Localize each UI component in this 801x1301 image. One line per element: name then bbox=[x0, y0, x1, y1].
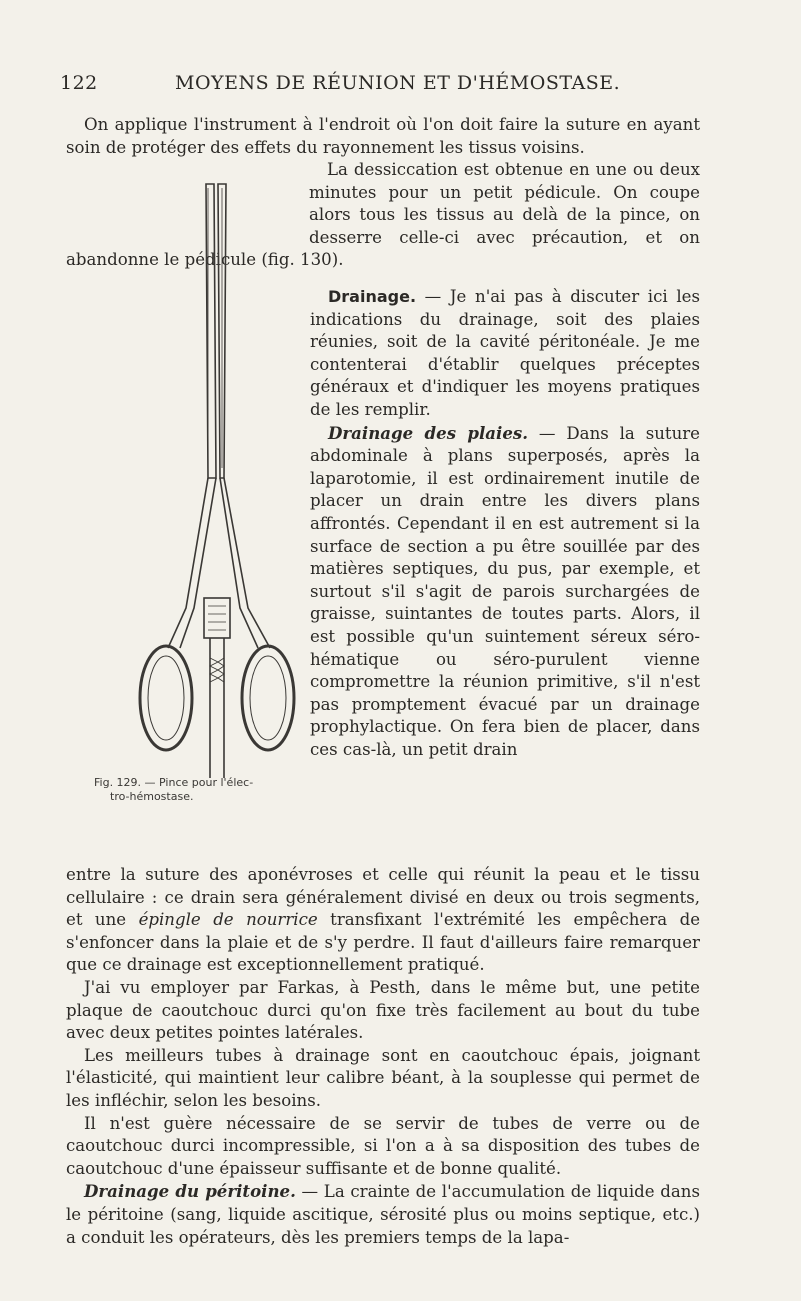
paragraph-continuation bbox=[66, 864, 700, 977]
bottom-text-block bbox=[66, 864, 700, 1249]
drainage-plaies-text: — Dans la suture abdominale à plans superposés, après la laparotomie, il est ordinairement inutile de placer un drain entre les divers plans affrontés. Cependant il en est autrement si la surface de section a pu être souillée par des matières septiques, du pus, par exemple, et surtout s'il s'agit de parois surchargées de graisse, suintantes de toutes parts. Alors, il est possible qu'un suintement séreux séro-hématique ou séro-purulent vienne compromettre la réunion primitive, s'il n'est pas promptement évacué par un drainage prophylactique. On fera bien de placer, dans ces cas-là, un petit drain bbox=[310, 423, 701, 759]
continuation-2: transfixant l'extrémité les empêchera de s'enfoncer dans la plaie et de s'y perdre. Il faut d'ailleurs faire remarquer que ce drainage est exceptionnellement pratiqué. bbox=[66, 910, 701, 975]
paragraph-application: On applique l'instrument à l'endroit où l'on doit faire la suture en ayant soin de protéger des effets du rayonnement les tissus voisins. bbox=[66, 115, 700, 157]
drainage-text: — Je n'ai pas à discuter ici les indications du drainage, soit des plaies réunies, soit de la cavité péritonéale. Je me contenterai d'établir quelques préceptes généraux et d'indiquer les moyens pratiques de les remplir. bbox=[310, 287, 700, 419]
figure-forceps bbox=[128, 178, 308, 778]
figure-caption bbox=[94, 776, 294, 804]
heading-drainage-peritoine: Drainage du péritoine. bbox=[84, 1181, 296, 1202]
paragraph-drainage-plaies bbox=[310, 422, 700, 762]
continuation-1: entre la suture des aponévroses et celle qui réunit la peau et le tissu cellulaire : ce drain sera généralement divisé en deux ou trois segments, et une bbox=[66, 865, 700, 930]
forceps-illustration-icon bbox=[128, 178, 308, 778]
caption-line-1: Fig. 129. — Pince pour l'élec- bbox=[94, 776, 254, 789]
peritoine-text: — La crainte de l'accumulation de liquide dans le péritoine (sang, liquide ascitique, sérosité plus ou moins septique, etc.) a conduit les opérateurs, dès les premiers temps de la lapa- bbox=[66, 1182, 700, 1247]
page-number: 122 bbox=[60, 72, 98, 94]
paragraph-dessiccation-visible: La dessiccation est obtenue en une ou deux minutes pour un petit pédicule. On coupe alors tous les tissus au delà de la pince, on desserre celle-ci avec précaution, et on abandonne le pédicule (fig. 130). bbox=[66, 160, 700, 270]
paragraph-farkas: J'ai vu employer par Farkas, à Pesth, dans le même but, une petite plaque de caoutchouc durci qu'on fixe très facilement au bout du tube avec deux petites pointes latérales. bbox=[66, 977, 700, 1043]
top-text-block bbox=[66, 114, 700, 159]
caption-line-2: tro-hémostase. bbox=[110, 790, 194, 803]
page-header bbox=[60, 72, 700, 100]
running-title: MOYENS DE RÉUNION ET D'HÉMOSTASE. bbox=[175, 72, 621, 94]
heading-drainage: Drainage. bbox=[328, 287, 417, 306]
paragraph-tubes: Les meilleurs tubes à drainage sont en caoutchouc épais, joignant l'élasticité, qui maintient leur calibre béant, à la souplesse qui permet de les infléchir, selon les besoins. bbox=[66, 1045, 700, 1110]
drainage-column bbox=[310, 286, 700, 761]
heading-drainage-plaies: Drainage des plaies. bbox=[328, 422, 529, 443]
paragraph-verre: Il n'est guère nécessaire de se servir de tubes de verre ou de caoutchouc durci incompressible, si l'on a à sa disposition des tubes de caoutchouc d'une épaisseur suffisante et de bonne qualité. bbox=[66, 1113, 700, 1178]
paragraph-drainage bbox=[310, 286, 700, 422]
epingle-term: épingle de nourrice bbox=[138, 910, 318, 930]
paragraph-peritoine bbox=[66, 1180, 700, 1249]
